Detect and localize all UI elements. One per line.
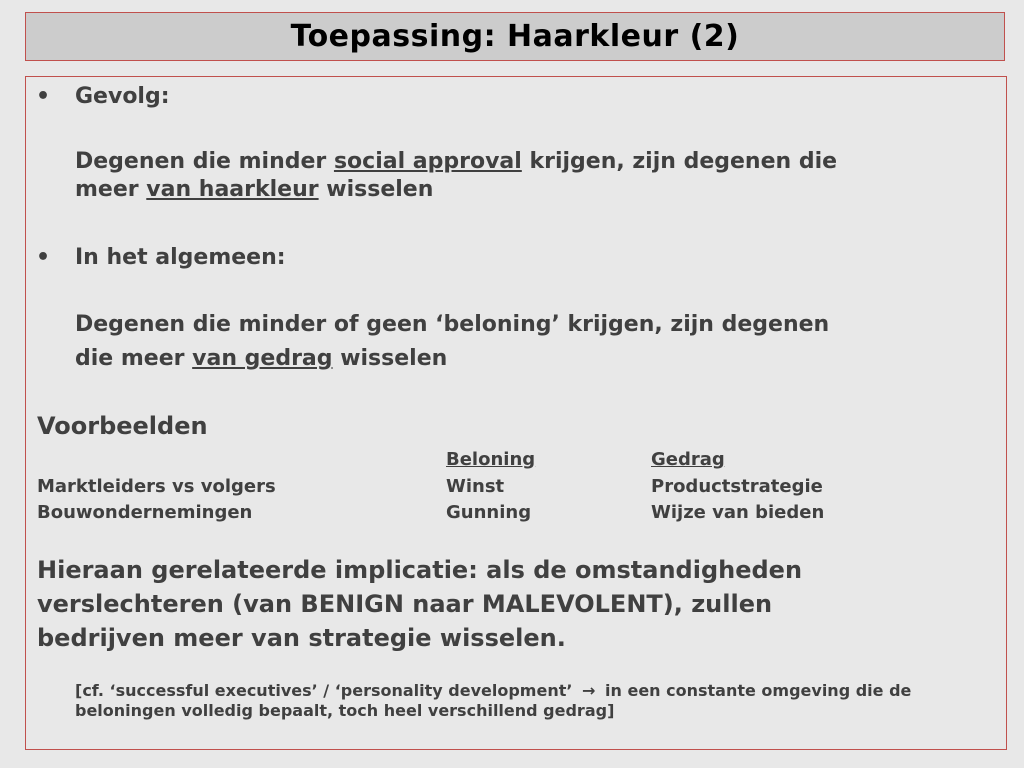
bullet2-line1: Degenen die minder of geen ‘beloning’ krijgen, zijn degenen bbox=[75, 312, 830, 337]
table-row-2-reward: Gunning bbox=[446, 502, 532, 523]
table-row-1-reward: Winst bbox=[446, 476, 505, 497]
bullet1-line1-b: krijgen, zijn degenen die bbox=[521, 149, 838, 174]
note-line1-a: [cf. ‘successful executives’ / ‘personality development’ bbox=[75, 681, 573, 700]
table-row-1-name: Marktleiders vs volgers bbox=[37, 476, 276, 497]
bullet2-heading: In het algemeen: bbox=[75, 245, 286, 270]
bullet1-line2 bbox=[75, 177, 433, 202]
table-row-2-behavior: Wijze van bieden bbox=[651, 502, 825, 523]
table-row-2-name: Bouwondernemingen bbox=[37, 502, 253, 523]
bullet1-line1 bbox=[75, 149, 837, 174]
note-line1-b: in een constante omgeving die de bbox=[605, 681, 912, 700]
bullet2-line2-underlined: van gedrag bbox=[192, 346, 333, 371]
slide-title: Toepassing: Haarkleur (2) bbox=[290, 19, 740, 54]
bullet2-line2-a: die meer bbox=[75, 346, 193, 371]
bullet2-line2 bbox=[75, 346, 447, 371]
col-header-reward: Beloning bbox=[446, 449, 536, 470]
bullet-dot-2: • bbox=[36, 245, 51, 270]
note-line1 bbox=[75, 681, 911, 700]
implication-line2: verslechteren (van BENIGN naar MALEVOLENT), zullen bbox=[37, 590, 773, 618]
examples-heading: Voorbeelden bbox=[37, 412, 208, 440]
bullet1-line2-b: wisselen bbox=[318, 177, 434, 202]
col-header-behavior: Gedrag bbox=[651, 449, 725, 470]
table-row-1-behavior: Productstrategie bbox=[651, 476, 823, 497]
bullet1-line1-a: Degenen die minder bbox=[75, 149, 334, 174]
bullet1-heading: Gevolg: bbox=[75, 84, 170, 109]
bullet1-line2-a: meer bbox=[75, 177, 147, 202]
bullet1-line1-underlined: social approval bbox=[333, 149, 522, 174]
implication-line1: Hieraan gerelateerde implicatie: als de omstandigheden bbox=[37, 556, 803, 584]
bullet2-line2-b: wisselen bbox=[332, 346, 448, 371]
arrow-right-icon: → bbox=[582, 681, 596, 700]
title-bar bbox=[25, 12, 1005, 61]
bullet-dot-1: • bbox=[36, 84, 51, 109]
implication-line3: bedrijven meer van strategie wisselen. bbox=[37, 624, 566, 652]
note-line2: beloningen volledig bepaalt, toch heel verschillend gedrag] bbox=[75, 701, 615, 720]
bullet1-line2-underlined: van haarkleur bbox=[146, 177, 319, 202]
